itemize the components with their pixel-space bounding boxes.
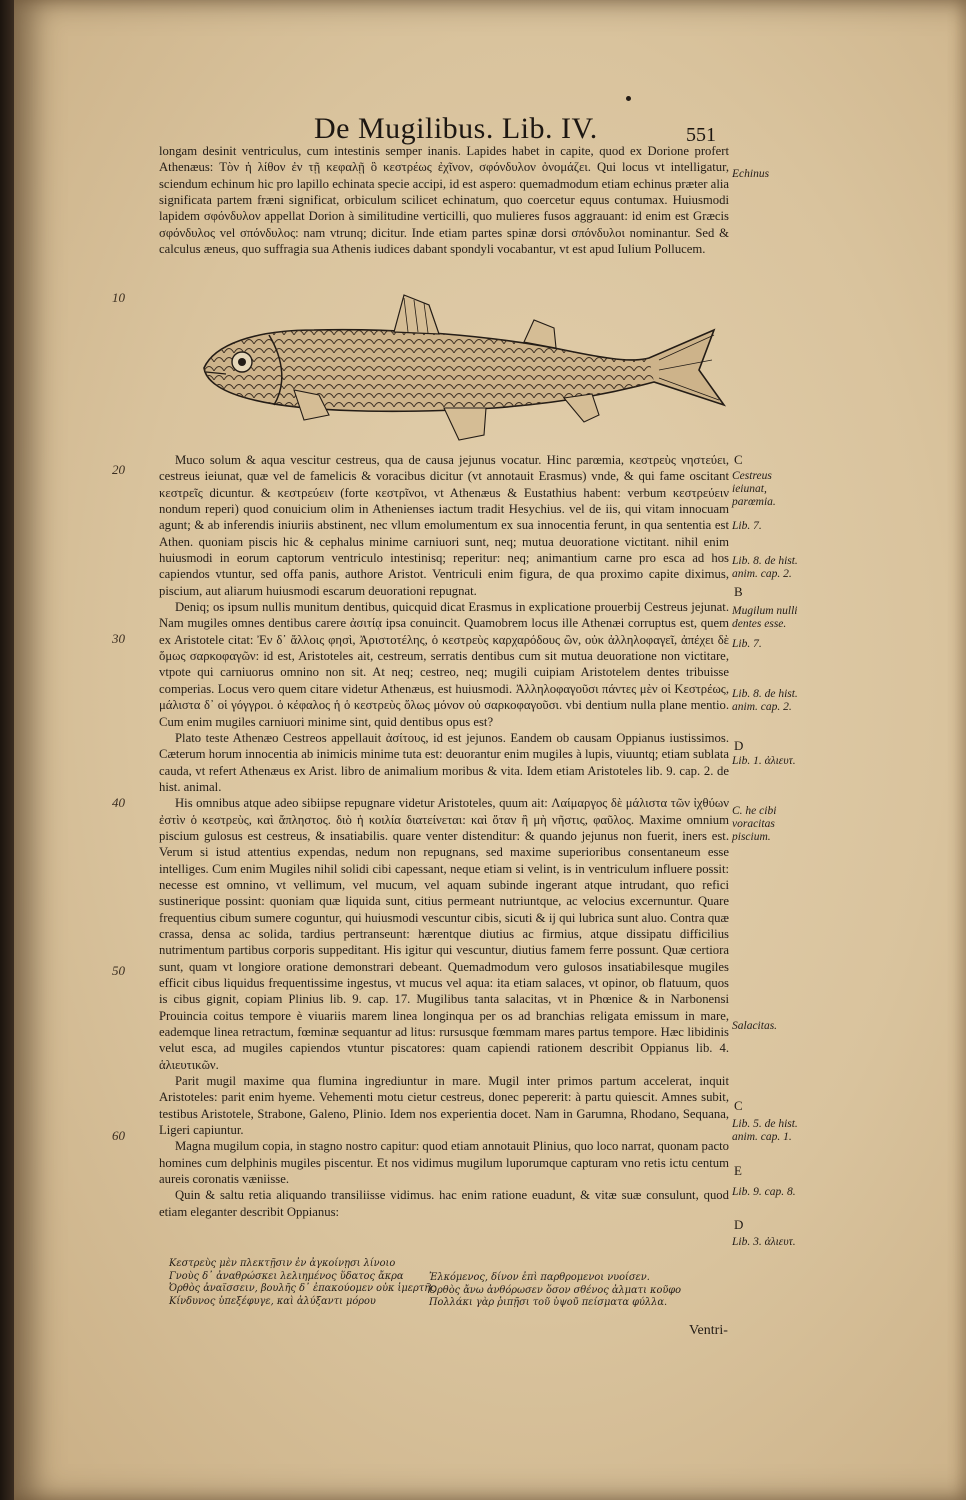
verse-line: Γνοὺς δ᾽ ἀναθρώσκει λελιημένος ὕδατος ἄκρα — [169, 1270, 404, 1282]
section-letter: C — [734, 452, 743, 467]
paragraph-stones — [159, 143, 729, 257]
mullet-woodcut-illustration — [194, 290, 734, 450]
section-letter: B — [734, 584, 743, 599]
catchword: Ventri- — [689, 1323, 728, 1338]
margin-note: Echinus — [732, 168, 770, 180]
verse-line: Ὀρθὸς ἀναϊσσειν, βουλῆς δ᾽ ἐπακούομεν οὐκ ἱμερτῆς — [169, 1283, 436, 1294]
greek-verse-right — [429, 1272, 699, 1310]
paragraph-text: Muco solum & aqua vescitur cestreus, qua de causa jejunus vocatur. Hinc parœmia, κεστρεὺς νηστεύει, cestreus ieiunat, quæ vel de famelicis & voracibus dicitur (vt annotauit Erasmus) vnde, & qui fame oscitant κεστρεῖς dicuntur. & κεστρεύειν (forte κεστρῖνοι, vt Athenæus & Eustathius habent: verbum κεστρεύειν nondum reperi) quod conuicium olim in Athenienses iactum tradit Hesychius. vel de iis, qui vitam innocuam agunt; & ab inferendis iniuriis abstinent, nec vllum emolumentum ex sua innocentia ferunt, in qua sententia est Athen. quoniam piscis hic & cephalus minime carniuori sunt, neq; mutua deuoratione victitant. nihil enim huiusmodi in eorum captorum ventriculo intestinisq; reperitur: neq; animantium carne pro esca ad hos capiendos vtuntur, sed offa panis, authore Aristot. Ventriculi enim figura, de qua proximo capite diximus, piscium, aut aliarum huiusmodi escarum deuorationi repugnat. — [159, 453, 729, 598]
running-head: De Mugilibus. Lib. IV. — [314, 112, 598, 145]
book-spine — [0, 0, 14, 1500]
verse-line: Ὀρθὸς ἄνω ἀνθόρωσεν ὅσον σθένος ἀλματι κοῦφο — [429, 1284, 682, 1296]
line-number-10: 10 — [112, 290, 125, 305]
section-letter: D — [734, 1217, 744, 1232]
page-number: 551 — [686, 124, 716, 146]
paragraph-text: longam desinit ventriculus, cum intestinis semper inanis. Lapides habet in capite, quod ex Dorione profert Athenæus: Τὸν ἡ λίθον ἐν τῇ κεφαλῇ ὃ κεστρέως ἐχῖνον, σφόνδυλον ὀνομάζει. Qui locus vt intelligatur, sciendum echinum hic pro lapillo echinata specie accipi, id est aspero: quemadmodum etiam echinus præter alia significata partem fræni significat, orbiculum scilicet echinatum, quo coercetur equus contumax. Huiusmodi lapidem σφόνδυλον appellat Dorion à similitudine verticilli, quo mulieres fusos aggrauant: id enim est Græcis σφόνδυλος vel σπόνδυλος: nam vtrunq; dicitur. Inde etiam partes spinæ dorsi σπόνδυλοι nominantur. Sed & calculus æneus, quo suffragia sua Athenis iudices dabant spondyli vocabantur, vt est apud Iulium Pollucem. — [159, 144, 729, 257]
line-number-30: 30 — [112, 631, 125, 646]
section-letter: C — [734, 1098, 743, 1113]
margin-note: Lib. 3. ἁλιευτ. — [732, 1236, 796, 1248]
section-letter: E — [734, 1163, 742, 1178]
margin-note: Lib. 1. ἁλιευτ. — [732, 755, 796, 767]
paragraph-text: Magna mugilum copia, in stagno nostro capitur: quod etiam annotauit Plinius, quo loco narrat, quonam pacto homines cum delphinis mugiles piscentur. Et nos vidimus mugilum luporumque capturam vno retis ictu centum aureis coronatis væniisse. — [159, 1139, 729, 1187]
margin-note: Lib. 8. de hist. anim. cap. 2. — [732, 555, 798, 580]
verse-line: Ἐλκόμενος, δίνον ἐπὶ παρθρομενοι νυοίσεν. — [429, 1272, 650, 1283]
line-number-20: 20 — [112, 462, 125, 477]
paragraph-text: Deniq; os ipsum nullis munitum dentibus, quicquid dicat Erasmus in explicatione prouerbij Cestreus jejunat. Nam mugiles omnes dentibus carere ἀσιτίᾳ ipsa conuincit. Quamobrem locus ille Athenæi corruptus est, quem ex Aristotele citat: Ἐν δ᾽ ἄλλοις φησὶ, Ἀριστοτέλης, ὁ κεστρεὺς καρχαρόδους ὢν, οὐκ ἀλληλοφαγεῖ, ἀπέχει δὲ ὅμως σαρκοφαγῶν: id est, Aristoteles ait, cestreum, serratis dentibus cum sit mutua deuoratione non victitare, vtpote qui carniuorus omnino non sit. At neq; cestreo, neq; mugili cuipiam Aristotelem dentes tribuisse comperias. Locus vero quem citare videtur Athenæus, est huiusmodi. Ἀλληλοφαγοῦσι πάντες μὲν οἱ Κεστρέως, μάλιστα δ᾽ οἱ γόγγροι. ὁ κέφαλος ἡ ὁ κεστρεὺς ὅλως μόνον οὐ σαρκοφαγοῦσι. vbi dentium nulla plane mentio. Cum enim mugiles carniuori minime sint, quid dentibus opus est? — [159, 600, 729, 729]
verse-line: Πολλάκι γὰρ ῥιπῇσι τοῦ ὑψοῦ πείσματα φύλλα. — [429, 1297, 668, 1308]
margin-note: Salacitas. — [732, 1020, 778, 1032]
paragraph-text: Parit mugil maxime qua flumina ingrediuntur in mare. Mugil inter primos partum accelerat, inquit Aristoteles: parit enim hyeme. Vehementi motu cietur cestreus, donec pepererit: à partu quiescit. Amnes subit, testibus Aristotele, Strabone, Galeno, Plinio. Idem nos experientia docet. Nam in Garumna, Rhodano, Sequana, Ligeri capiuntur. — [159, 1074, 729, 1138]
margin-note: C. he cibi voracitas piscium. — [732, 805, 777, 843]
margin-note: Lib. 8. de hist. anim. cap. 2. — [732, 688, 798, 713]
margin-note: Cestreus ieiunat, parœmia. — [732, 470, 776, 508]
margin-note: Lib. 7. — [732, 638, 762, 650]
line-number-40: 40 — [112, 795, 125, 810]
line-number-50: 50 — [112, 963, 125, 978]
line-number-60: 60 — [112, 1128, 125, 1143]
greek-verse-left — [169, 1258, 439, 1308]
margin-note: Lib. 5. de hist. anim. cap. 1. — [732, 1118, 798, 1143]
ink-dot — [626, 96, 631, 101]
paragraph-text: Quin & saltu retia aliquando transiliisse vidimus. hac enim ratione euadunt, & vitæ suæ consulunt, quod etiam eleganter describit Oppianus: — [159, 1188, 729, 1219]
section-letter: D — [734, 738, 744, 753]
margin-note: Lib. 7. — [732, 520, 762, 532]
margin-note: Lib. 9. cap. 8. — [732, 1186, 796, 1198]
book-page — [14, 0, 966, 1500]
margin-note: Mugilum nulli dentes esse. — [732, 605, 798, 630]
verse-line: Κίνδυνος ὑπεξέφυγε, καὶ ἀλύξαντι μόρου — [169, 1295, 376, 1307]
paragraph-text: His omnibus atque adeo sibiipse repugnare videtur Aristoteles, quum ait: Λαίμαργος δὲ μάλιστα τῶν ἰχθύων ἐστὶν ὁ κεστρεὺς, καὶ ἄπληστος. διὸ ἡ κοιλία διατείνεται: καὶ ὅταν ἢ μὴ νῆστις, φαῦλος. Maxime omnium piscium gulosus est cestreus, & insatiabilis. quare venter distenditur: & quando jejunus non fuerit, iners est. Verum si istud attentius expendas, nedum non repugnans, sed maxime superioribus consentaneum esse intelliges. Cum enim Mugiles nihil solidi cibi capessant, neque etiam si velint, is in ventriculum influere possit: necesse est omnino, vt vellimum, vel mucum, vel aquam subinde ingerant atque intrudant, quo refici sustinerique possint: quoniam quæ liquida sunt, citius permeant nutriuntque, ac velocius excernuntur. Quare frequentius cibum sumere coguntur, qui huiusmodi vescuntur cibis, sicuti & ij qui lubrica sunt aluo. Contra quæ crassa, densa ac solida, tardius pertranseunt: hærentque diutius ac firmius, atque dissipatu difficilius nutrimentum partibus corporis suppeditant. His igitur qui vescuntur, diutius famem ferre possunt. Quæ certiora sunt, quam vt longiore oratione demonstrari debeant. Quemadmodum vero gulosos insatiabilesque mugiles efficit cibus liquidus frequentissime ingestus, vt mucus vel aqua: ita etiam salaces, vt opinor, ob flatuum, quos is cibus gignit, copiam Plinius lib. 9. cap. 17. Mugilibus tanta salacitas, vt in Phœnice & in Narbonensi Prouincia coitus tempore è viuariis marem linea longinqua per os ad branchias religata emissum in mare, eademque linea retractum, fœminæ sequantur ad litus: rursusque fœmmam mares partus tempore. Hæc libidinis velut esca, ad mugiles capiendos vtuntur piscatores: quam capiendi rationem describit Oppianus lib. 4. ἁλιευτικῶν. — [159, 796, 729, 1072]
verse-line: Κεστρεὺς μὲν πλεκτῇσιν ἐν ἀγκοίνῃσι λίνοιο — [169, 1258, 396, 1269]
paragraph-text: Plato teste Athenæo Cestreos appellauit ἀσίτους, id est jejunos. Eandem ob causam Oppianus iustissimos. Cæterum horum innocentia ab inimicis minime tuta est: deuorantur enim mugiles à lupis, viuuntq; etiam sublata cauda, vt refert Athenæus ex Arist. libro de animalium moribus & vita. Idem etiam Aristoteles lib. 9. cap. 2. de hist. animal. — [159, 730, 729, 794]
paragraph-muco — [159, 452, 729, 1220]
